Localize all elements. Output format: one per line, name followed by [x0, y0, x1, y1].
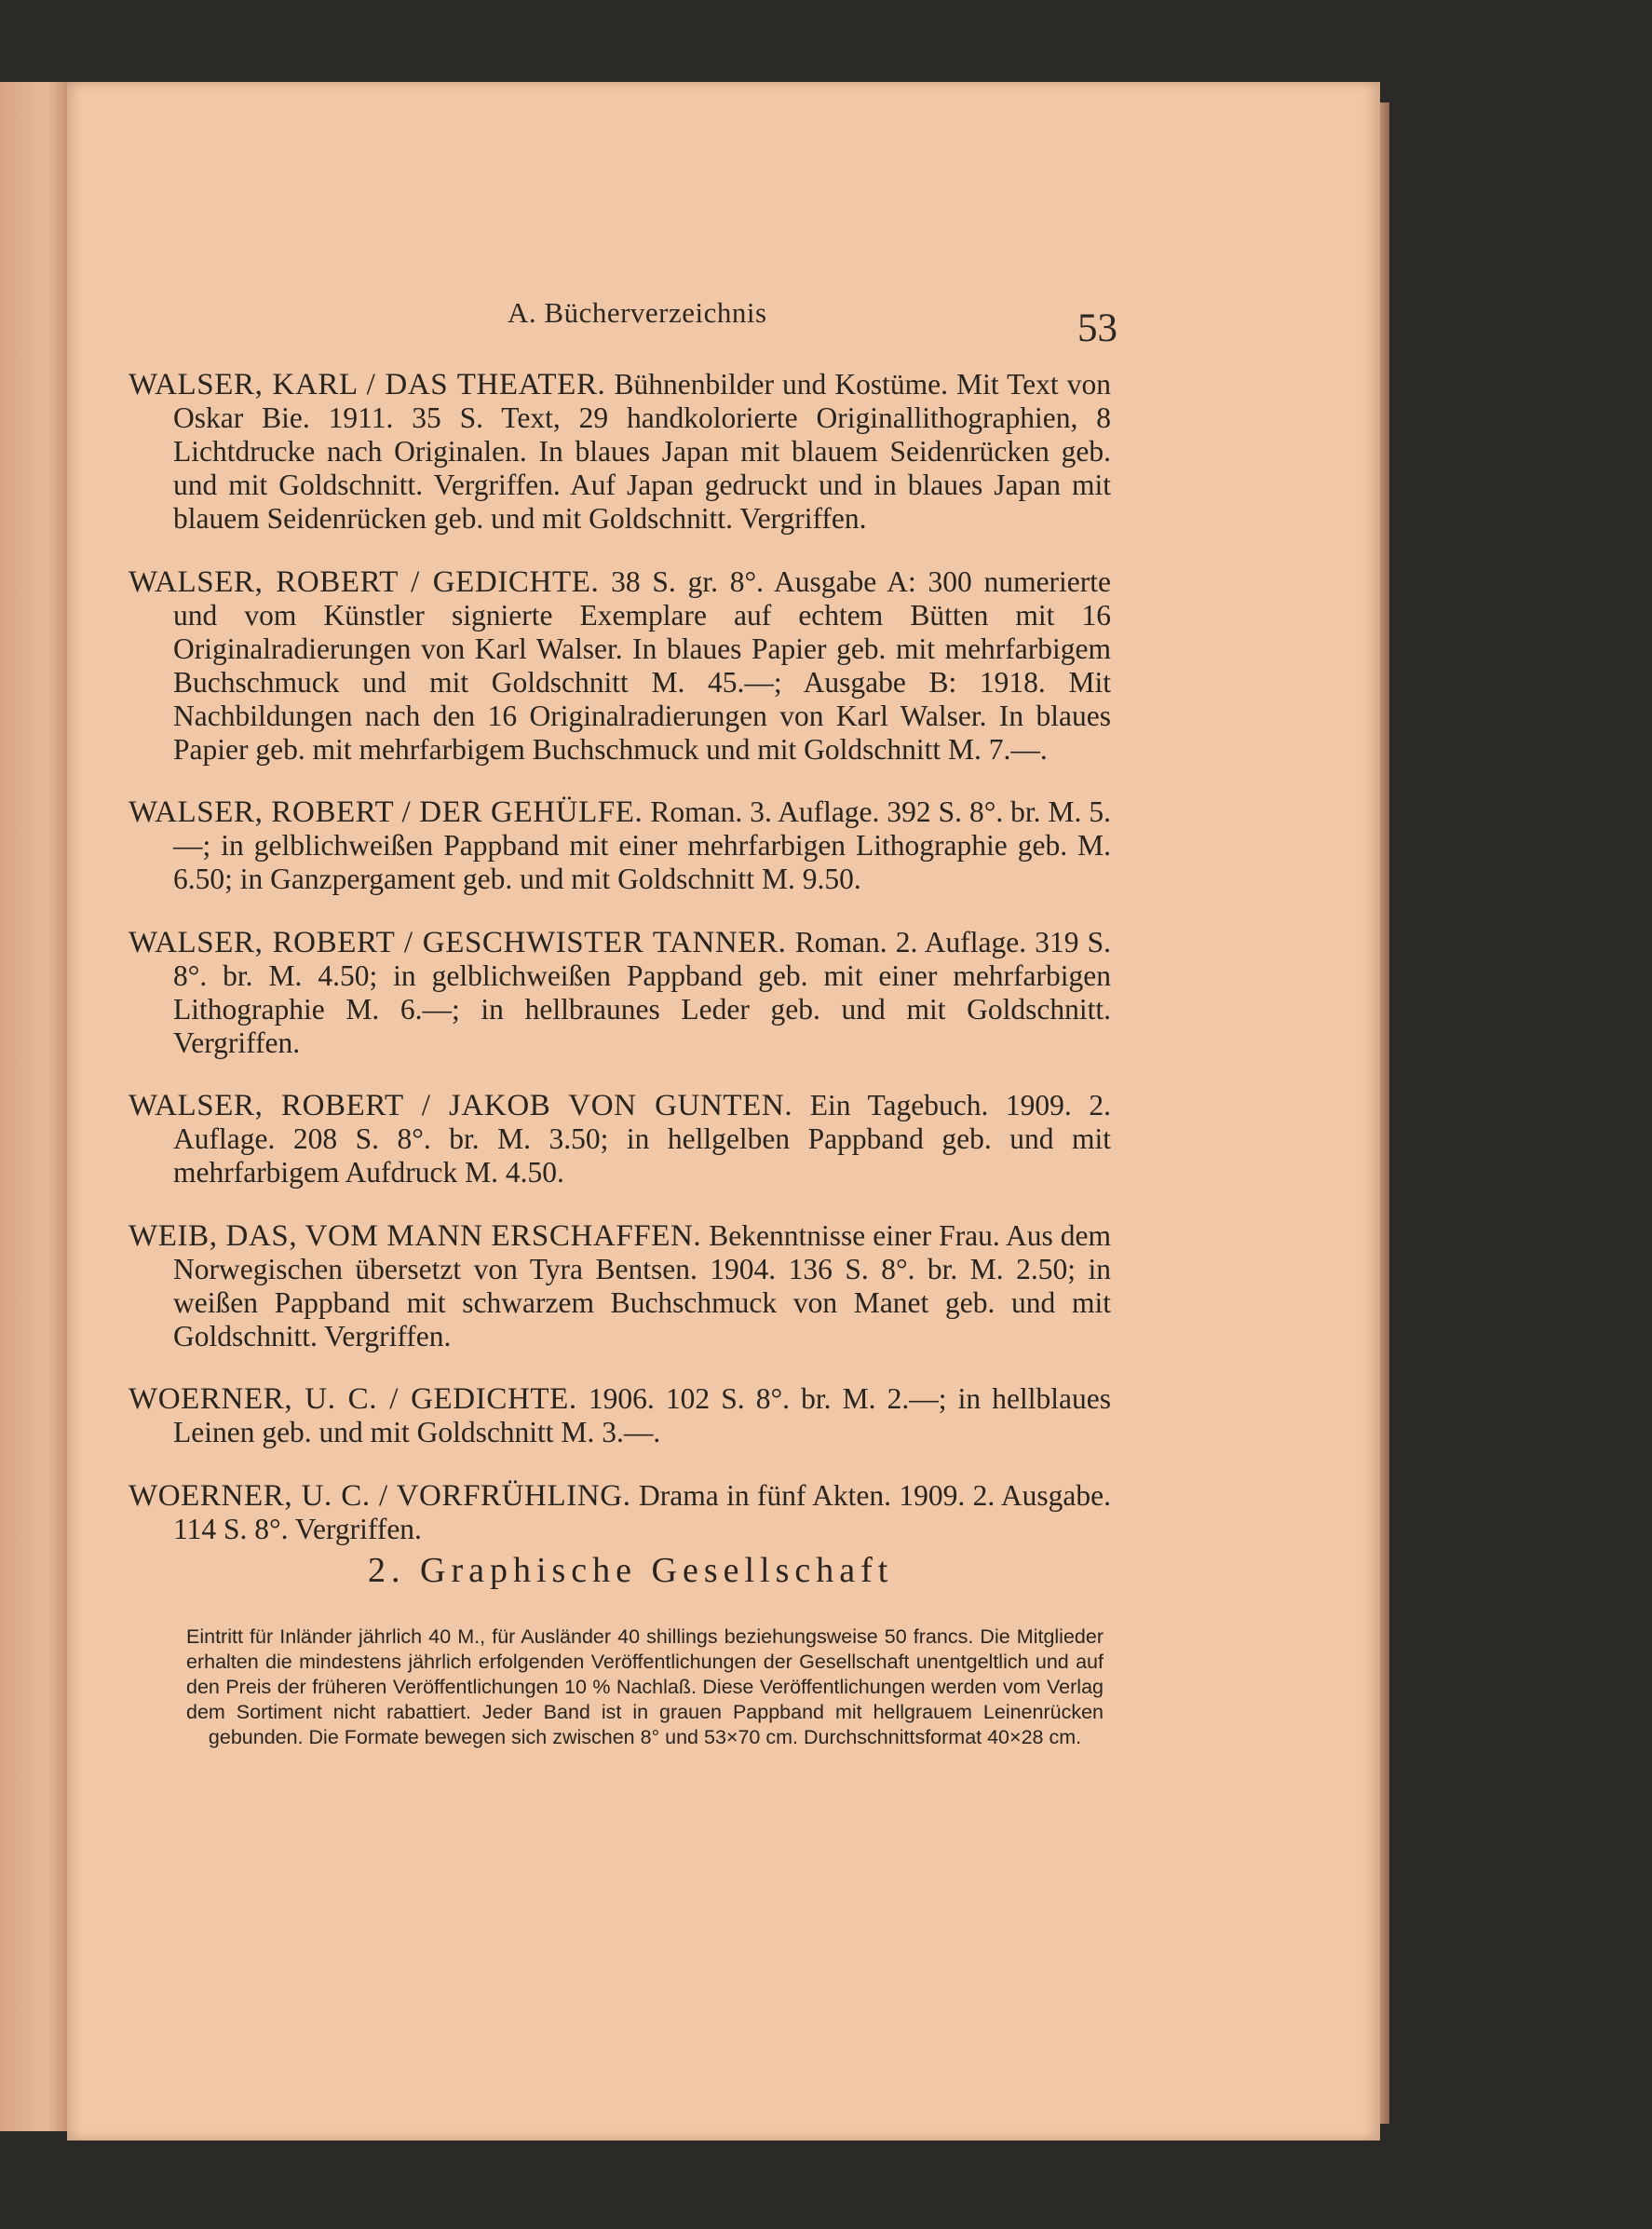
entry-title: WALSER, ROBERT / GEDICHTE.	[129, 564, 600, 599]
entry-title: WOERNER, U. C. / GEDICHTE.	[129, 1382, 577, 1416]
entry-text: Roman. 3. Auflage. 392 S. 8°. br. M. 5.—; in gelblichweißen Pappband mit einer mehrfarbigen Lithographie geb. M. 6.50; in Ganzpergament geb. und mit Goldschnitt M. 9.50.	[173, 795, 1111, 895]
entry-text: Roman. 2. Auflage. 319 S. 8°. br. M. 4.50; in gelblichweißen Pappband geb. mit einer mehrfarbigen Lithographie M. 6.—; in hellbraunes Leder geb. und mit Goldschnitt. Vergriffen.	[173, 925, 1112, 1059]
page-fore-edge	[1380, 102, 1389, 2124]
bibliography-entry	[129, 795, 1111, 896]
section-heading: 2. Graphische Gesellschaft	[368, 1551, 894, 1590]
entry-title: WOERNER, U. C. / VORFRÜHLING.	[129, 1478, 631, 1513]
page-number: 53	[1077, 306, 1117, 350]
entry-title: WALSER, ROBERT / GESCHWISTER TANNER.	[129, 925, 787, 959]
bibliography-entry	[129, 1382, 1111, 1449]
entry-text: Bühnenbilder und Kostüme. Mit Text von Oskar Bie. 1911. 35 S. Text, 29 handkolorierte Originallithographien, 8 Lichtdrucke nach Originalen. In blaues Japan mit blauem Seidenrücken geb. und mit Goldschnitt. Vergriffen. Auf Japan gedruckt und in blaues Japan mit blauem Seidenrücken geb. und mit Goldschnitt. Vergriffen.	[173, 368, 1111, 535]
bibliography-entry	[129, 368, 1111, 536]
entry-title: WEIB, DAS, VOM MANN ERSCHAFFEN.	[129, 1218, 702, 1253]
bibliography-entry	[129, 1219, 1111, 1353]
entry-title: WALSER, ROBERT / DER GEHÜLFE.	[129, 795, 643, 829]
running-head: A. Bücherverzeichnis	[508, 296, 767, 329]
section-note: Eintritt für Inländer jährlich 40 M., für Ausländer 40 shillings beziehungsweise 50 francs. Die Mitglieder erhalten die mindestens jährlich erfolgenden Veröffentlichungen der Gesellschaft unentgeltlich und auf den Preis der früheren Veröffentlichungen 10 % Nachlaß. Diese Veröffentlichungen werden vom Verlag dem Sortiment nicht rabattiert. Jeder Band ist in grauen Pappband mit hellgrauem Leinenrücken gebunden. Die Formate bewegen sich zwischen 8° und 53×70 cm. Durchschnittsformat 40×28 cm.	[186, 1624, 1104, 1748]
bibliography-entry	[129, 1479, 1111, 1546]
entry-text: Drama in fünf Akten. 1909. 2. Ausgabe. 114 S. 8°. Vergriffen.	[173, 1478, 1111, 1545]
page-header	[428, 214, 1117, 350]
entry-title: WALSER, KARL / DAS THEATER.	[129, 368, 606, 401]
entry-text: 1906. 102 S. 8°. br. M. 2.—; in hellblaues Leinen geb. und mit Goldschnitt M. 3.—.	[173, 1382, 1112, 1448]
entry-title: WALSER, ROBERT / JAKOB VON GUNTEN.	[129, 1089, 793, 1122]
entry-text: Ein Tagebuch. 1909. 2. Auflage. 208 S. 8°. br. M. 3.50; in hellgelben Pappband geb. und mit mehrfarbigem Aufdruck M. 4.50.	[173, 1089, 1111, 1189]
bibliography-entry	[129, 565, 1111, 767]
bibliography-entries	[129, 368, 1111, 1559]
facing-page-edge	[0, 82, 67, 2131]
bibliography-entry	[129, 926, 1111, 1060]
entry-text: 38 S. gr. 8°. Ausgabe A: 300 numerierte und vom Künstler signierte Exemplare auf echtem Bütten mit 16 Originalradierungen von Karl Walser. In blaues Papier geb. mit mehrfarbigem Buchschmuck und mit Goldschnitt M. 45.—; Ausgabe B: 1918. Mit Nachbildungen nach den 16 Originalradierungen von Karl Walser. In blaues Papier geb. mit mehrfarbigem Buchschmuck und mit Goldschnitt M. 7.—.	[173, 564, 1112, 766]
bibliography-entry	[129, 1089, 1111, 1189]
entry-text: Bekenntnisse einer Frau. Aus dem Norwegischen übersetzt von Tyra Bentsen. 1904. 136 S. 8°. br. M. 2.50; in weißen Pappband mit schwarzem Buchschmuck von Manet geb. und mit Goldschnitt. Vergriffen.	[173, 1218, 1112, 1352]
